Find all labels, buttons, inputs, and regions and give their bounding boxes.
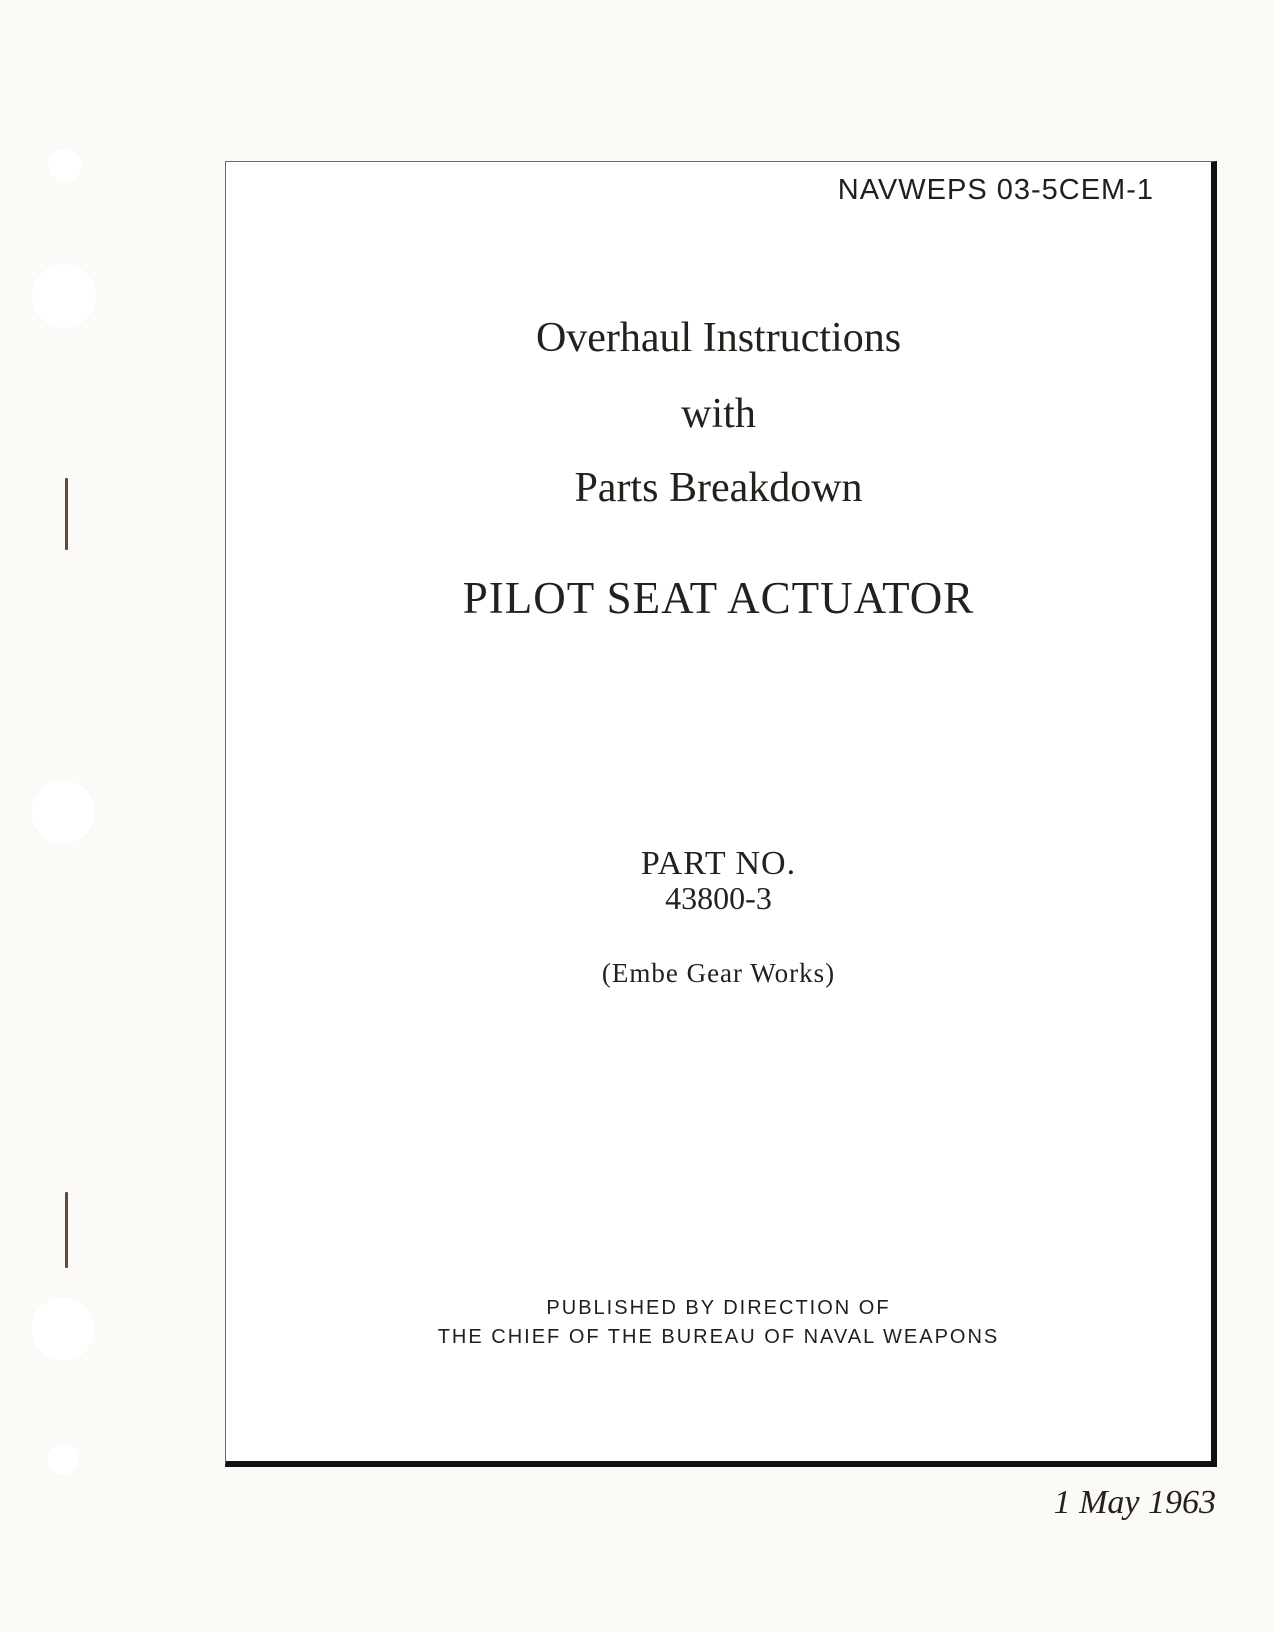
publication-date: 1 May 1963 xyxy=(1053,1484,1216,1521)
subject-title: PILOT SEAT ACTUATOR xyxy=(462,573,975,623)
document-number: NAVWEPS 03-5CEM-1 xyxy=(837,174,1154,206)
punch-hole xyxy=(47,147,83,183)
title-line-3: Parts Breakdown xyxy=(574,465,863,511)
title-line-2: with xyxy=(681,391,756,437)
published-line-1: PUBLISHED BY DIRECTION OF xyxy=(546,1297,891,1319)
manufacturer: (Embe Gear Works) xyxy=(601,958,836,988)
title-line-1: Overhaul Instructions xyxy=(535,315,902,361)
binder-mark xyxy=(65,478,68,550)
punch-hole xyxy=(31,263,97,329)
punch-hole xyxy=(30,1296,96,1362)
punch-hole xyxy=(46,1442,80,1476)
binder-mark xyxy=(65,1192,68,1268)
published-line-2: THE CHIEF OF THE BUREAU OF NAVAL WEAPONS xyxy=(437,1326,1000,1348)
part-label: PART NO. xyxy=(640,845,797,882)
punch-hole xyxy=(30,779,96,845)
part-number: 43800-3 xyxy=(665,880,772,916)
cover-frame xyxy=(225,161,1217,1467)
